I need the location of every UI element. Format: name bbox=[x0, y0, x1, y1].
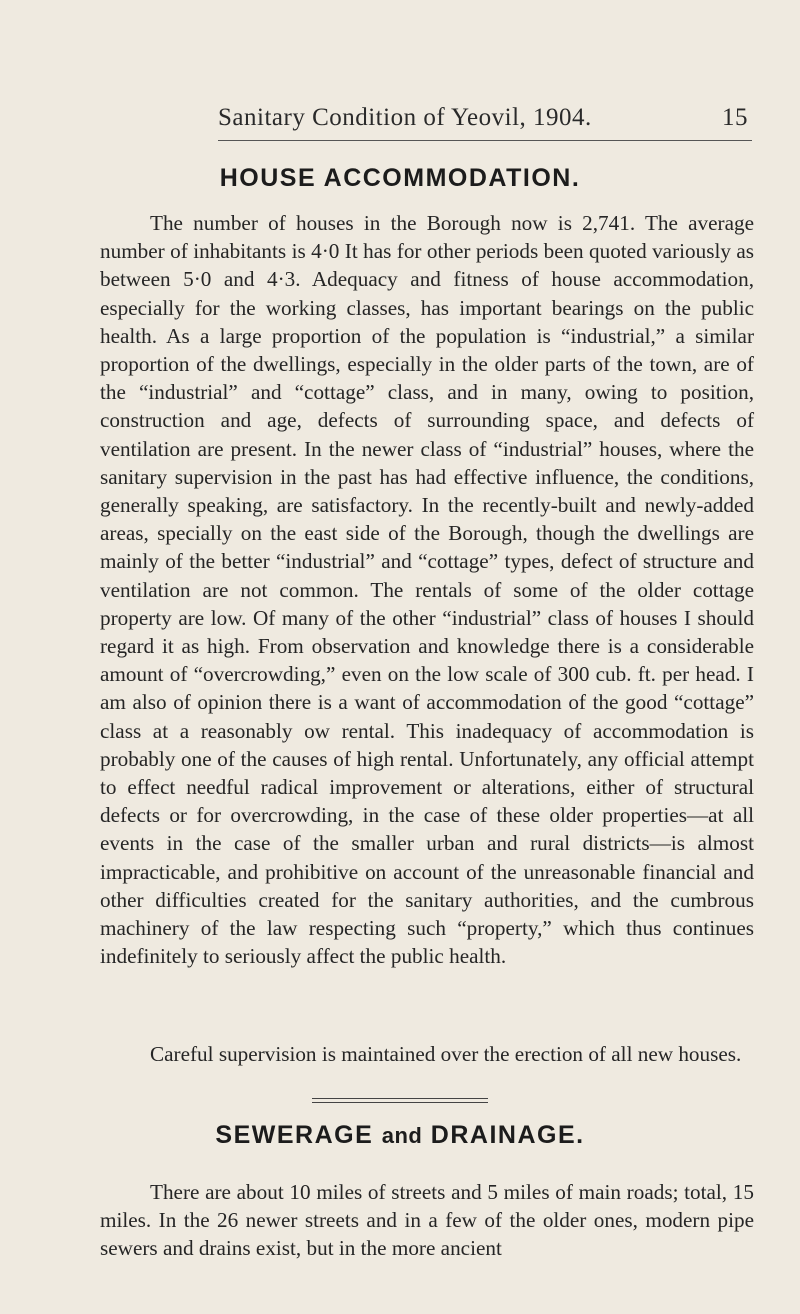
running-head bbox=[218, 104, 748, 132]
running-head-title: Sanitary Condition of Yeovil, 1904. bbox=[218, 104, 592, 131]
heading-and-word: and bbox=[381, 1123, 423, 1148]
section-heading-sewerage-drainage bbox=[0, 1121, 800, 1150]
section-divider-rule bbox=[312, 1102, 488, 1103]
heading-drainage-word: DRAINAGE. bbox=[430, 1121, 585, 1149]
sewerage-paragraph-1: There are about 10 miles of streets and 5 miles of main roads; total, 15 miles. In the 26 newer streets and in a few of the older ones, modern pipe sewers and drains exist, but in the more ancient bbox=[100, 1180, 754, 1261]
heading-sewerage-word: SEWERAGE bbox=[215, 1121, 374, 1149]
house-accommodation-paragraph-1: The number of houses in the Borough now is 2,741. The average number of inhabitants is 4·0 It has for other periods been quoted variously as between 5·0 and 4·3. Adequacy and fitness of house accommodation, especially for the working classes, has important bearings on the public health. As a large proportion of the population is “industrial,” a similar proportion of the dwellings, especially in the older parts of the town, are of the “industrial” and “cottage” class, and in many, owing to position, construction and age, defects of surrounding space, and defects of ventilation are present. In the newer class of “industrial” houses, where the sanitary supervision in the past has had effective influence, the conditions, generally speaking, are satisfactory. In the recently-built and newly-added areas, specially on the east side of the Borough, though the dwellings are mainly of the better “industrial” and “cottage” types, defect of structure and ventilation are not common. The rentals of some of the older cottage property are low. Of many of the other “industrial” class of houses I should regard it as high. From observation and knowledge there is a considerable amount of “overcrowding,” even on the low scale of 300 cub. ft. per head. I am also of opinion there is a want of accommodation of the good “cottage” class at a reasonably ow rental. This inadequacy of accommodation is probably one of the causes of high rental. Unfortunately, any official attempt to effect needful radical improvement or alterations, either of structural defects or for overcrowding, in the case of these older properties—at all events in the case of the smaller urban and rural districts—is almost impracticable, and prohibitive on account of the unreasonable financial and other difficulties created for the sanitary authorities, and the cumbrous machinery of the law respecting such “property,” which thus continues indefinitely to seriously affect the public health. bbox=[100, 211, 754, 969]
header-rule bbox=[218, 140, 752, 141]
section-divider-rule bbox=[312, 1098, 488, 1099]
page-number: 15 bbox=[722, 104, 748, 131]
section-heading-house-accommodation: HOUSE ACCOMMODATION. bbox=[219, 164, 581, 192]
house-accommodation-paragraph-2: Careful supervision is maintained over the erection of all new houses. bbox=[150, 1042, 742, 1066]
